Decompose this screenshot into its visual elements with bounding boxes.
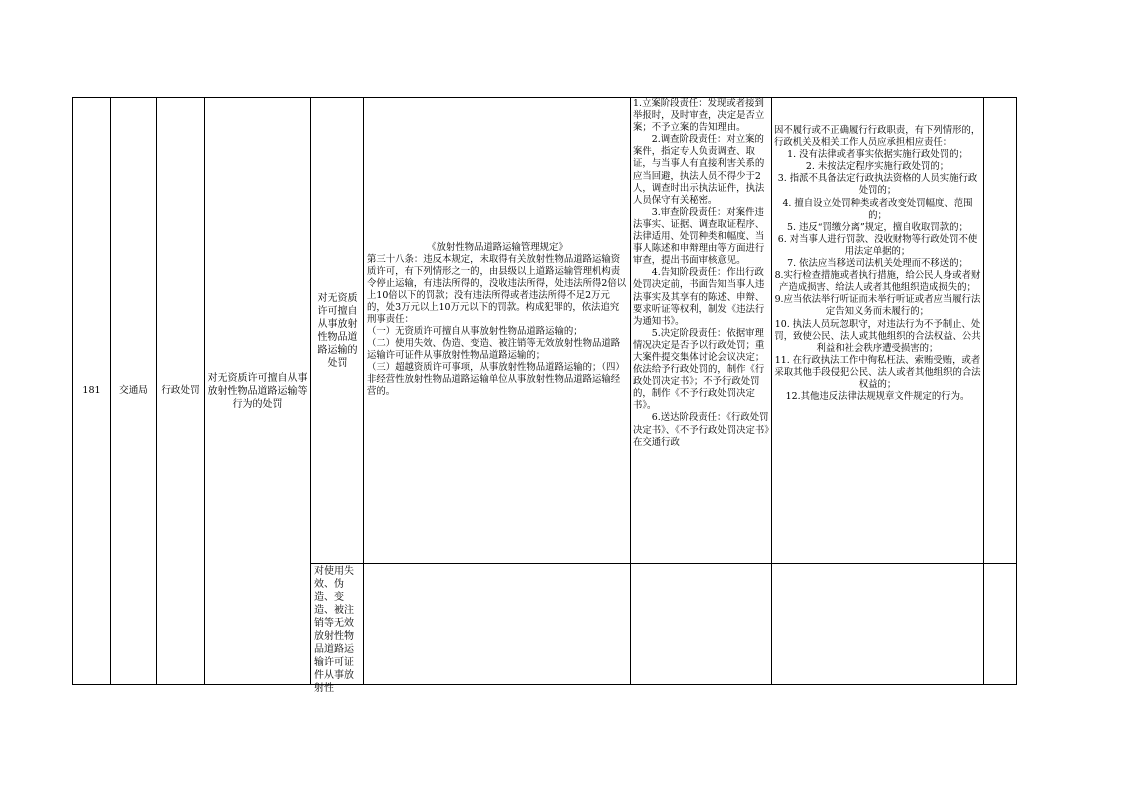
legal-basis-title: 《放射性物品道路运输管理规定》	[427, 242, 568, 253]
category: 行政处罚	[161, 384, 200, 396]
responsibility-item: 3.审查阶段责任：对案件违法事实、证据、调查取证程序、法律适用、处罚种类和幅度、当事人陈述和申辩理由等方面进行审查，提出书面审核意见。	[633, 206, 765, 267]
row-number-cell	[73, 98, 110, 684]
accountability-item: 12.其他违反法律法规规章文件规定的行为。	[785, 391, 970, 403]
accountability-item: 2. 未按法定程序实施行政处罚的；	[805, 161, 950, 173]
responsibility-item: 4.告知阶段责任：作出行政处罚决定前，书面告知当事人违法事实及其享有的陈述、申辩、要求听证等权利，制发《违法行为通知书》。	[633, 267, 765, 327]
row-number: 181	[82, 384, 101, 396]
column-divider	[771, 98, 772, 684]
legal-basis-cell	[367, 242, 628, 442]
row-divider	[310, 563, 1016, 564]
accountability-item: 7. 依法应当移送司法机关处理而不移送的；	[787, 258, 968, 270]
accountability-item: 1. 没有法律或者事实依据实施行政处罚的；	[787, 149, 968, 161]
column-divider	[363, 98, 364, 684]
accountability-item: 6. 对当事人进行罚款、没收财物等行政处罚不使用法定单据的；	[777, 233, 978, 257]
accountability-cell	[774, 125, 981, 545]
accountability-item: 4. 擅自设立处罚种类或者改变处罚幅度、范围的；	[782, 197, 973, 221]
legal-basis-item: （三）超越资质许可事项，从事放射性物品道路运输的；（四）非经营性放射性物品道路运输单位从事放射性物品道路运输经营的。	[367, 362, 625, 397]
column-divider	[983, 98, 984, 684]
sub-item-1: 对无资质许可擅自从事放射性物品道路运输的处罚	[317, 292, 358, 369]
department-cell	[111, 98, 156, 684]
accountability-intro: 因不履行或不正确履行行政职责，有下列情形的，行政机关及相关工作人员应承担相应责任：	[774, 125, 981, 149]
legal-basis-item: （一）无资质许可擅自从事放射性物品道路运输的；	[367, 326, 583, 337]
category-cell	[157, 98, 204, 684]
legal-basis-body: 第三十八条：违反本规定，未取得有关放射性物品道路运输资质许可，有下列情形之一的，由县级以上道路运输管理机构责令停止运输，有违法所得的，没收违法所得，处违法所得2倍以上10倍以下的罚款；没有违法所得或者违法所得不足2万元的，处3万元以上10万元以下的罚款。构成犯罪的，依法追究刑事责任：	[367, 254, 627, 325]
accountability-item: 9.应当依法举行听证而未举行听证或者应当履行法定告知义务而未履行的；	[774, 294, 981, 318]
column-divider	[310, 98, 311, 684]
responsibility-cell	[633, 98, 769, 563]
responsibility-item: 2.调查阶段责任：对立案的案件，指定专人负责调查、取证，与当事人有直接利害关系的应当回避，执法人员不得少于2人，调查时出示执法证件，执法人员保守有关秘密。	[633, 134, 765, 206]
sub-item-cell	[314, 98, 361, 563]
sub-item-2: 对使用失效、伪造、变造、被注销等无效放射性物品道路运输许可证件从事放射性	[314, 566, 354, 694]
item-name-cell	[207, 98, 308, 684]
legal-basis-item: （二）使用失效、伪造、变造、被注销等无效放射性物品道路运输许可证件从事放射性物品道路运输的；	[367, 338, 621, 361]
regulation-table	[72, 97, 1017, 694]
item-name: 对无资质许可擅自从事放射性物品道路运输等行为的处罚	[207, 372, 308, 410]
responsibility-item: 6.送达阶段责任：《行政处罚决定书》、《不予行政处罚决定书》在交通行政	[633, 412, 769, 448]
accountability-item: 11. 在行政执法工作中徇私枉法、索贿受贿，或者采取其他手段侵犯公民、法人或者其他组织的合法权益的；	[774, 354, 981, 390]
department: 交通局	[119, 384, 148, 396]
column-divider	[204, 98, 205, 684]
accountability-item: 5. 违反“罚缴分离”规定，擅自收取罚款的；	[787, 221, 968, 233]
accountability-item: 3. 指派不具备法定行政执法资格的人员实施行政处罚的；	[777, 173, 978, 197]
remarks-cell	[985, 98, 1016, 684]
accountability-item: 8.实行检查措施或者执行措施，给公民人身或者财产造成损害、给法人或者其他组织造成损失的；	[774, 270, 981, 294]
responsibility-item: 1.立案阶段责任：发现或者接到举报时，及时审查，决定是否立案；不予立案的告知理由。	[633, 98, 765, 134]
accountability-item: 10. 执法人员玩忽职守，对违法行为不予制止、处罚，致使公民、法人或其他组织的合法权益、公共利益和社会秩序遭受损害的；	[774, 318, 981, 354]
sub-item-cell	[314, 565, 361, 694]
responsibility-item: 5.决定阶段责任：依据审理情况决定是否予以行政处罚；重大案件提交集体讨论会议决定；依法给予行政处罚的，制作《行政处罚决定书》；不予行政处罚的，制作《不予行政处罚决定书》。	[633, 327, 765, 412]
column-divider	[630, 98, 631, 684]
